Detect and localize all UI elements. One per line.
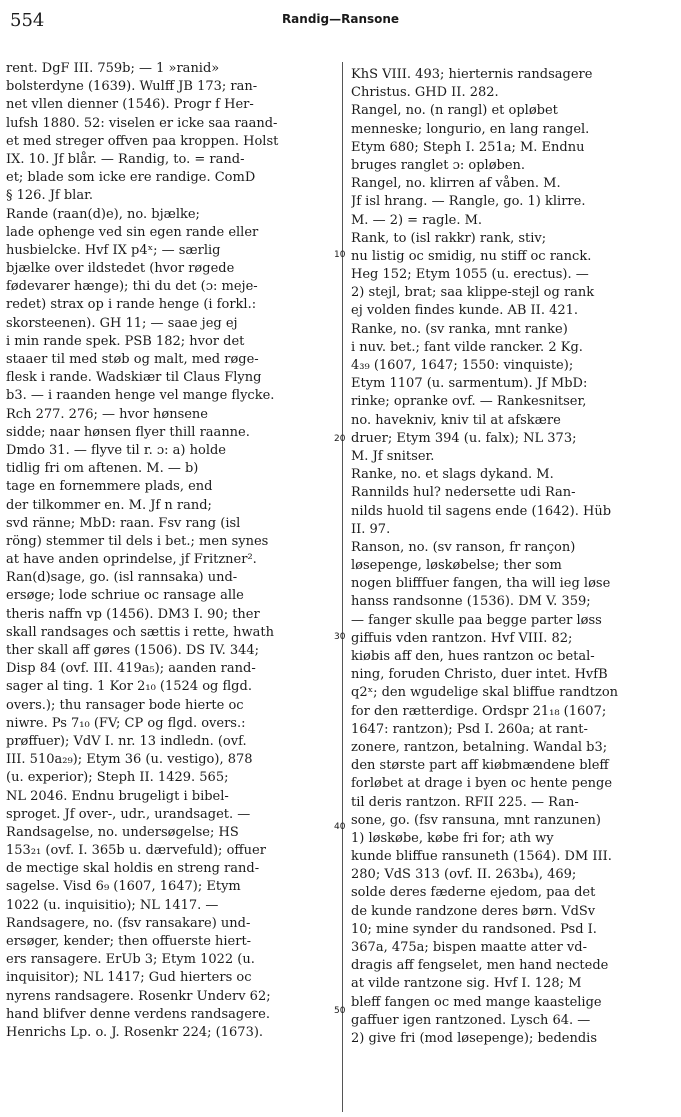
text-line: Dmdo 31. — flyve til r. ɔ: a) holde (6, 442, 226, 458)
page-header (10, 10, 671, 38)
text-line: i nuv. bet.; fant vilde rancker. 2 Kg. (351, 339, 583, 355)
text-line: III. 510a₂₉); Etym 36 (u. vestigo), 878 (6, 752, 253, 768)
text-line: i min rande spek. PSB 182; hvor det (6, 333, 245, 349)
text-line: 280; VdS 313 (ovf. II. 263b₄), 469; (351, 867, 577, 883)
text-line: KhS VIII. 493; hierternis randsagere (351, 67, 593, 82)
text-line: den største part aff kiøbmændene bleff (351, 758, 609, 774)
text-line: kiøbis aff den, hues rantzon oc betal- (351, 649, 595, 664)
text-line: et med streger offven paa kroppen. Holst (6, 133, 279, 149)
text-line: ning, foruden Christo, duer intet. HvfB (351, 667, 608, 683)
text-line: Rannilds hul? nedersette udi Ran- (351, 485, 576, 501)
text-line: bruges ranglet ɔ: opløben. (351, 157, 526, 173)
text-line: lufsh 1880. 52: viselen er icke saa raand- (6, 115, 278, 131)
text-line: tidlig fri om aftenen. M. — b) (6, 461, 199, 477)
text-line: zonere, rantzon, betalning. Wandal b3; (351, 739, 608, 755)
left-column (6, 60, 337, 1117)
text-line: solde deres fæderne ejedom, paa det (351, 885, 596, 901)
text-line: nu listig oc smidig, nu stiff oc ranck. (351, 248, 592, 264)
text-line: kunde bliffue ransuneth (1564). DM III. (351, 849, 612, 865)
text-line: giffuis vden rantzon. Hvf VIII. 82; (351, 630, 573, 646)
text-line: ersøge; lode schriue oc ransage alle (6, 588, 244, 604)
text-line: der tilkommer en. M. Jf n rand; (6, 497, 212, 513)
text-line: hanss randsonne (1536). DM V. 359; (351, 594, 591, 610)
text-line: sidde; naar hønsen flyer thill raanne. (6, 424, 250, 440)
text-line: fødevarer hænge); thi du det (ɔ: meje- (6, 279, 258, 295)
text-line: for den rætterdige. Ordspr 21₁₈ (1607; (351, 703, 607, 719)
text-line: IX. 10. Jf blår. — Randig, to. = rand- (6, 151, 245, 167)
text-line: II. 97. (351, 521, 391, 537)
text-line: Heg 152; Etym 1055 (u. erectus). — (351, 267, 589, 283)
text-line: dragis aff fengselet, men hand nectede (351, 958, 609, 974)
text-line: skorsteenen). GH 11; — saae jeg ej (6, 315, 238, 331)
text-line: theris naffn vp (1456). DM3 I. 90; ther (6, 606, 260, 622)
page-number: 554 (10, 10, 45, 31)
text-line: sproget. Jf over-, udr., urandsaget. — (6, 806, 251, 822)
right-column (351, 66, 676, 1117)
text-line: NL 2046. Endnu brugeligt i bibel- (6, 788, 229, 804)
text-line: inquisitor); NL 1417; Gud hierters oc (6, 970, 252, 986)
text-line: nyrens randsagere. Rosenkr Underv 62; (6, 988, 271, 1004)
text-line: nogen blifffuer fangen, tha will ieg løse (351, 576, 611, 592)
text-line: 10; mine synder du randsoned. Psd I. (351, 921, 597, 937)
text-line: — fanger skulle paa begge parter løss (351, 612, 602, 628)
text-line: (u. experior); Steph II. 1429. 565; (6, 770, 229, 786)
line-marker: 30 (334, 632, 346, 642)
text-line: Rangel, no. (n rangl) et opløbet (351, 103, 558, 119)
line-marker: 10 (334, 250, 346, 260)
text-line: menneske; longurio, en lang rangel. (351, 121, 590, 137)
text-line: röng) stemmer til dels i bet.; men synes (6, 533, 269, 549)
text-line: Etym 680; Steph I. 251a; M. Endnu (351, 139, 585, 155)
text-line: Rangel, no. klirren af våben. M. (351, 176, 561, 192)
text-line: tage en fornemmere plads, end (6, 479, 213, 495)
text-line: net vllen dienner (1546). Progr f Her- (6, 97, 254, 113)
text-line: at vilde rantzone sig. Hvf I. 128; M (351, 976, 582, 992)
text-line: skall randsages och sættis i rette, hwath (6, 624, 275, 640)
text-line: gaffuer igen rantzoned. Lysch 64. — (351, 1012, 591, 1028)
text-line: et; blade som icke ere randige. ComD (6, 170, 256, 186)
text-line: Randsagere, no. (fsv ransakare) und- (6, 915, 251, 931)
text-line: redet) strax op i rande henge (i forkl.: (6, 297, 257, 313)
text-line: Ranson, no. (sv ranson, fr rançon) (351, 539, 576, 555)
text-line: Rank, to (isl rakkr) rank, stiv; (351, 230, 547, 246)
text-line: flesk i rande. Wadskiær til Claus Flyng (6, 370, 262, 386)
text-line: 1022 (u. inquisitio); NL 1417. — (6, 897, 219, 913)
text-line: M. Jf snitser. (351, 448, 435, 464)
text-line: at have anden oprindelse, jf Fritzner². (6, 552, 257, 568)
text-line: 4₃₉ (1607, 1647; 1550: vinquiste); (351, 358, 574, 373)
text-line: no. havekniv, kniv til at afskære (351, 412, 561, 428)
text-line: Jf isl hrang. — Rangle, go. 1) klirre. (351, 194, 586, 210)
text-line: § 126. Jf blar. (6, 188, 94, 204)
text-line: 2) stejl, brat; saa klippe-stejl og rank (351, 285, 595, 301)
text-line: 153₂₁ (ovf. I. 365b u. dærvefuld); offuer (6, 843, 266, 859)
text-line: rinke; opranke ovf. — Rankesnitser, (351, 394, 587, 410)
text-line: lade ophenge ved sin egen rande eller (6, 224, 259, 240)
text-line: til deris rantzon. RFII 225. — Ran- (351, 794, 579, 810)
text-line: overs.); thu ransager bode hierte oc (6, 697, 244, 713)
text-line: prøffuer); VdV I. nr. 13 indledn. (ovf. (6, 733, 247, 749)
text-line: sone, go. (fsv ransuna, mnt ranzunen) (351, 812, 601, 828)
text-line: Rande (raan(d)e), no. bjælke; (6, 206, 200, 222)
line-marker: 20 (334, 434, 346, 444)
text-line: staaer til med støb og malt, med røge- (6, 352, 259, 367)
text-line: de kunde randzone deres børn. VdSv (351, 903, 596, 919)
text-line: ther skall aff gøres (1506). DS IV. 344; (6, 643, 260, 658)
text-line: Ranke, no. (sv ranka, mnt ranke) (351, 321, 568, 337)
text-line: ej volden findes kunde. AB II. 421. (351, 303, 579, 319)
text-line: svd ränne; MbD: raan. Fsv rang (isl (6, 515, 241, 531)
text-line: 2) give fri (mod løsepenge); bedendis (351, 1030, 598, 1046)
line-marker: 40 (334, 822, 346, 832)
text-line: 1647: rantzon); Psd I. 260a; at rant- (351, 721, 588, 737)
text-line: ersøger, kender; then offuerste hiert- (6, 934, 252, 949)
text-line: b3. — i raanden henge vel mange flycke. (6, 388, 275, 404)
text-line: bjælke over ildstedet (hvor røgede (6, 261, 235, 277)
text-line: sagelse. Visd 6₉ (1607, 1647); Etym (6, 879, 241, 895)
text-line: 367a, 475a; bispen maatte atter vd- (351, 940, 587, 955)
column-divider (334, 62, 346, 1112)
text-line: bolsterdyne (1639). Wulff JB 173; ran- (6, 79, 258, 95)
text-line: Ranke, no. et slags dykand. M. (351, 467, 554, 483)
text-line: bleff fangen oc med mange kaastelige (351, 994, 602, 1010)
text-line: Disp 84 (ovf. III. 419a₅); aanden rand- (6, 661, 256, 677)
text-line: Randsagelse, no. undersøgelse; HS (6, 824, 239, 840)
text-line: 1) løskøbe, købe fri for; ath wy (351, 830, 554, 846)
text-line: rent. DgF III. 759b; — 1 »ranid» (6, 61, 220, 76)
text-line: Etym 1107 (u. sarmentum). Jf MbD: (351, 376, 588, 392)
text-line: hand blifver denne verdens randsagere. (6, 1006, 270, 1022)
text-line: M. — 2) = ragle. M. (351, 212, 483, 228)
text-line: ers ransagere. ErUb 3; Etym 1022 (u. (6, 952, 255, 968)
text-line: husbielcke. Hvf IX p4ˣ; — særlig (6, 242, 221, 258)
text-line: Henrichs Lp. o. J. Rosenkr 224; (1673). (6, 1024, 264, 1040)
text-line: niwre. Ps 7₁₀ (FV; CP og flgd. overs.: (6, 715, 246, 731)
text-line: Christus. GHD II. 282. (351, 85, 499, 101)
text-line: løsepenge, løskøbelse; ther som (351, 558, 562, 574)
text-line: nilds huold til sagens ende (1642). Hüb (351, 503, 612, 519)
text-line: forløbet at drage i byen oc hente penge (351, 776, 613, 792)
text-line: q2ˣ; den wgudelige skal bliffue randtzon (351, 685, 619, 701)
running-head: Randig—Ransone (281, 12, 400, 26)
text-line: sager al ting. 1 Kor 2₁₀ (1524 og flgd. (6, 679, 252, 695)
text-line: Rch 277. 276; — hvor hønsene (6, 406, 209, 422)
text-line: druer; Etym 394 (u. falx); NL 373; (351, 430, 577, 446)
line-marker: 50 (334, 1006, 346, 1016)
text-line: Ran(d)sage, go. (isl rannsaka) und- (6, 570, 238, 586)
text-line: de mectige skal holdis en streng rand- (6, 861, 260, 877)
